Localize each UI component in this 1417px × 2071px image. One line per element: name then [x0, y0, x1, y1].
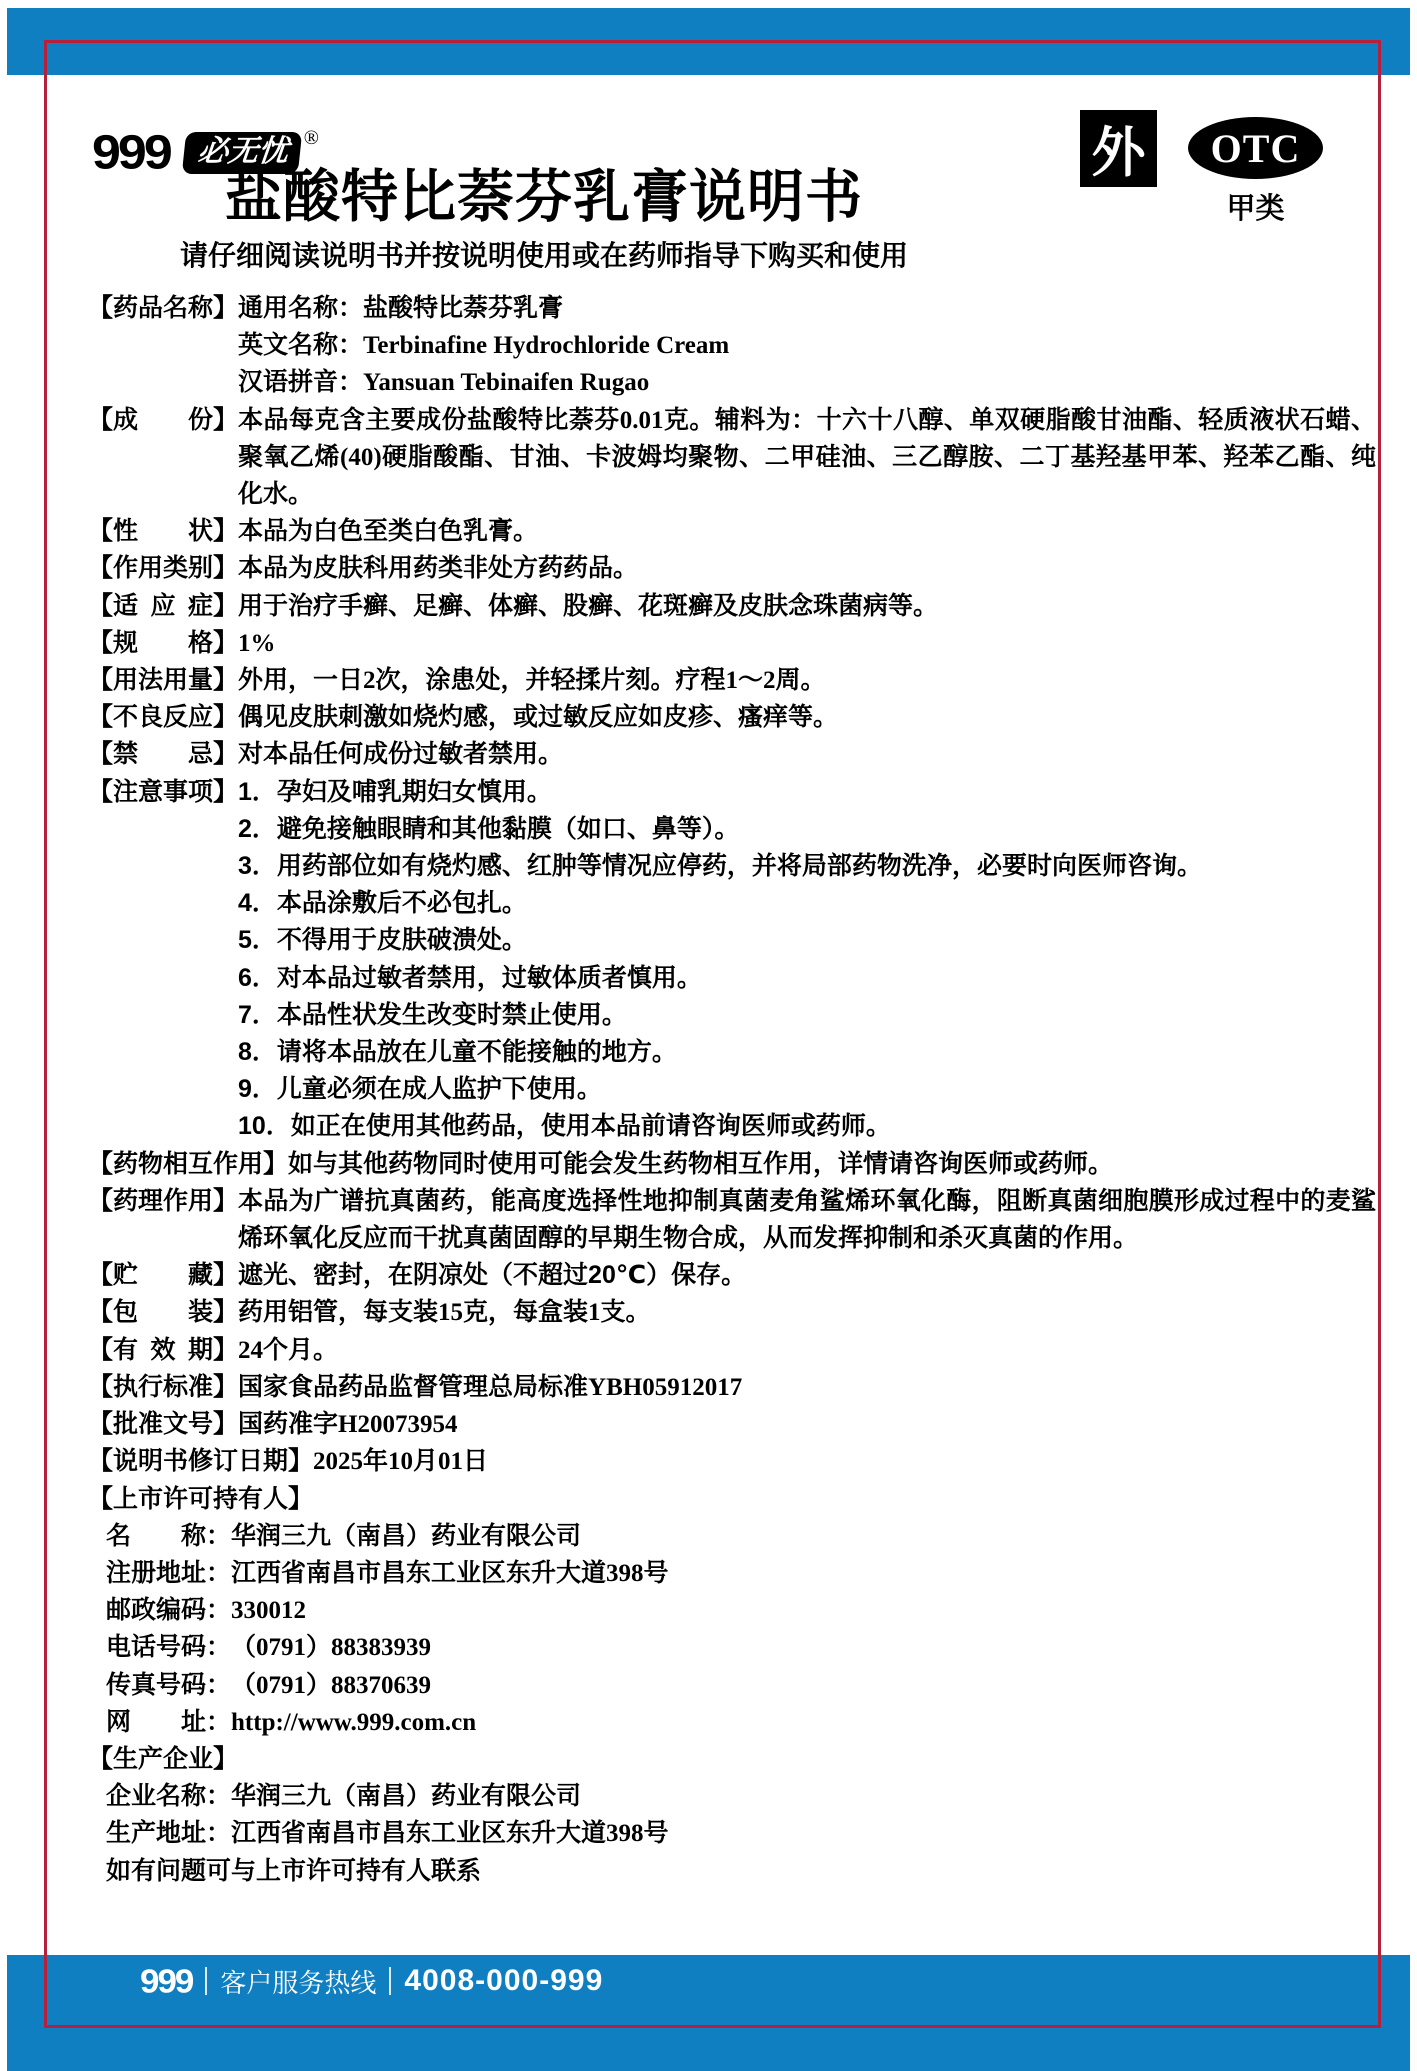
- section-label: 【适应症】: [88, 588, 238, 625]
- section-content: [238, 774, 1376, 1146]
- section-row: [88, 625, 1376, 662]
- contact-key: 传真号码：: [106, 1667, 231, 1704]
- section-label-text: 生产企业: [113, 1745, 214, 1773]
- footer-hotline-label: 客户服务热线: [220, 1967, 377, 1998]
- section-content: [238, 736, 1376, 773]
- page-title: 盐酸特比萘芬乳膏说明书: [225, 166, 863, 229]
- footer-hotline-number: 4008-000-999: [404, 1964, 604, 1997]
- content-line: 3．用药部位如有烧灼感、红肿等情况应停药，并将局部药物洗净，必要时向医师咨询。: [238, 852, 1202, 881]
- section-label-text: 禁忌: [113, 740, 214, 769]
- external-use-badge: 外: [1080, 110, 1157, 187]
- document-body: [88, 290, 1376, 1890]
- section-label-text: 药品名称: [113, 295, 214, 322]
- section-content: [238, 1257, 1376, 1294]
- section-label-text: 适应症: [113, 592, 214, 620]
- section-row: [88, 1257, 1376, 1294]
- section-label: 【药物相互作用】: [88, 1150, 289, 1178]
- section-content: [288, 1146, 1376, 1183]
- contact-key-text: 传真号码: [106, 1671, 207, 1699]
- content-line: 4．本品涂敷后不必包扎。: [238, 889, 527, 918]
- section-label: 【成份】: [88, 402, 238, 439]
- contact-row: [106, 1555, 1376, 1592]
- content-line: 外用，一日2次，涂患处，并轻揉片刻。疗程1～2周。: [238, 667, 826, 695]
- section-label-text: 包装: [113, 1299, 214, 1327]
- section-content: [238, 1406, 1376, 1443]
- footer-divider: [205, 1967, 207, 1995]
- page-subtitle: 请仔细阅读说明书并按说明使用或在药师指导下购买和使用: [179, 240, 908, 271]
- section-label: 【不良反应】: [88, 699, 238, 736]
- contact-key-text: 网址: [106, 1708, 206, 1736]
- section-label: 【性状】: [88, 513, 238, 550]
- contact-key: 名称：: [106, 1518, 231, 1555]
- section-content: [238, 1369, 1376, 1406]
- content-line: 8．请将本品放在儿童不能接触的地方。: [238, 1038, 677, 1067]
- section-content: [238, 513, 1376, 550]
- content-line: 6．对本品过敏者禁用，过敏体质者慎用。: [238, 963, 702, 992]
- section-label: 【生产企业】: [88, 1741, 238, 1778]
- contact-key: 企业名称：: [106, 1778, 231, 1815]
- section-label: 【用法用量】: [88, 662, 238, 699]
- content-line: 24个月。: [238, 1336, 339, 1364]
- section-content: [313, 1443, 1376, 1480]
- content-line: 偶见皮肤刺激如烧灼感，或过敏反应如皮疹、瘙痒等。: [238, 704, 839, 732]
- contact-key-text: 邮政编码: [106, 1597, 207, 1625]
- note-line: 如有问题可与上市许可持有人联系: [106, 1856, 482, 1885]
- section-label-text: 执行标准: [113, 1373, 214, 1401]
- contact-value: 江西省南昌市昌东工业区东升大道398号: [231, 1559, 669, 1587]
- content-line: 1．孕妇及哺乳期妇女慎用。: [238, 777, 552, 806]
- section-label: 【批准文号】: [88, 1406, 238, 1443]
- content-line: 药用铝管，每支装15克，每盒装1支。: [238, 1299, 651, 1327]
- section-label: 【上市许可持有人】: [88, 1485, 314, 1513]
- section-row: [88, 1741, 1376, 1778]
- section-row: [88, 774, 1376, 1146]
- contact-key: 注册地址：: [106, 1555, 231, 1592]
- section-row: [88, 1183, 1376, 1257]
- section-label-text: 有效期: [113, 1336, 214, 1364]
- contact-key: 电话号码：: [106, 1629, 231, 1666]
- section-label-text: 性状: [113, 518, 214, 546]
- contact-key-text: 电话号码: [106, 1634, 207, 1662]
- content-line: 5．不得用于皮肤破溃处。: [238, 926, 527, 955]
- contact-key: 邮政编码：: [106, 1592, 231, 1629]
- brand-999-logo: 999: [92, 126, 170, 180]
- section-row: [88, 1332, 1376, 1369]
- footer-999-logo: 999: [140, 1962, 193, 2000]
- content-line: 1%: [238, 629, 276, 657]
- contact-row: [106, 1815, 1376, 1852]
- section-content: [238, 662, 1376, 699]
- section-label: 【包装】: [88, 1294, 238, 1331]
- section-content: [238, 1183, 1376, 1257]
- contact-value: http://www.999.com.cn: [231, 1708, 477, 1736]
- otc-badge: OTC: [1188, 117, 1323, 179]
- contact-key-text: 注册地址: [106, 1559, 207, 1587]
- contact-value: 华润三九（南昌）药业有限公司: [231, 1522, 582, 1550]
- content-line: 10．如正在使用其他药品，使用本品前请咨询医师或药师。: [238, 1112, 891, 1141]
- otc-class-label: 甲类: [1226, 193, 1285, 225]
- section-content: [238, 1332, 1376, 1369]
- content-line: 本品为皮肤科用药类非处方药药品。: [238, 555, 639, 583]
- contact-value: 330012: [231, 1597, 307, 1625]
- content-line: 7．本品性状发生改变时禁止使用。: [238, 1000, 627, 1029]
- contact-key-text: 生产地址: [106, 1820, 207, 1848]
- content-line: 国家食品药品监督管理总局标准YBH05912017: [238, 1373, 743, 1401]
- registered-trademark-icon: ®: [303, 127, 319, 149]
- section-row: [88, 588, 1376, 625]
- section-content: [238, 588, 1376, 625]
- section-content: [238, 290, 1376, 402]
- section-label: 【说明书修订日期】: [88, 1448, 314, 1476]
- contact-value: （0791）88370639: [231, 1671, 432, 1699]
- section-content: [238, 402, 1376, 514]
- section-content: [238, 1294, 1376, 1331]
- section-content: [238, 625, 1376, 662]
- brand-biwuyou-badge: 必无忧: [182, 132, 302, 174]
- section-row: [88, 1369, 1376, 1406]
- top-blue-band: [7, 8, 1410, 75]
- section-label: 【作用类别】: [88, 550, 238, 587]
- section-row: [88, 1294, 1376, 1331]
- contact-value: 华润三九（南昌）药业有限公司: [231, 1783, 582, 1811]
- contact-key-text: 名称: [106, 1522, 206, 1550]
- content-line: 国药准字H20073954: [238, 1411, 458, 1439]
- content-line: 9．儿童必须在成人监护下使用。: [238, 1075, 602, 1104]
- section-row: [88, 1146, 1376, 1183]
- section-label-text: 用法用量: [113, 667, 214, 695]
- contact-row: [106, 1592, 1376, 1629]
- content-line: 通用名称：盐酸特比萘芬乳膏: [238, 295, 564, 322]
- section-label: 【有效期】: [88, 1332, 238, 1369]
- section-label-text: 贮藏: [113, 1262, 214, 1290]
- section-label-text: 作用类别: [113, 555, 214, 583]
- section-row: [88, 662, 1376, 699]
- contact-value: （0791）88383939: [231, 1634, 432, 1662]
- section-label: 【规格】: [88, 625, 238, 662]
- section-row: [88, 402, 1376, 514]
- section-content: [238, 699, 1376, 736]
- content-line: 2．避免接触眼睛和其他黏膜（如口、鼻等）。: [238, 814, 740, 843]
- content-line: 本品为白色至类白色乳膏。: [238, 518, 539, 546]
- section-row: [88, 513, 1376, 550]
- content-line: 汉语拼音：Yansuan Tebinaifen Rugao: [238, 369, 650, 397]
- content-line: 2025年10月01日: [313, 1448, 489, 1476]
- contact-key: 网址：: [106, 1704, 231, 1741]
- section-label-text: 不良反应: [113, 704, 214, 732]
- contact-row: [106, 1704, 1376, 1741]
- section-label-text: 批准文号: [113, 1411, 214, 1439]
- section-row: [88, 1406, 1376, 1443]
- content-line: 如与其他药物同时使用可能会发生药物相互作用，详情请咨询医师或药师。: [288, 1150, 1114, 1178]
- footer-hotline-bar: [140, 1963, 603, 1999]
- section-row: [88, 290, 1376, 402]
- footer-divider: [389, 1967, 391, 1995]
- contact-row: [106, 1667, 1376, 1704]
- contact-key: 生产地址：: [106, 1815, 231, 1852]
- content-line: 对本品任何成份过敏者禁用。: [238, 740, 564, 769]
- contact-row: [106, 1629, 1376, 1666]
- section-label-text: 药理作用: [113, 1187, 214, 1215]
- contact-value: 江西省南昌市昌东工业区东升大道398号: [231, 1820, 669, 1848]
- section-label: 【药品名称】: [88, 290, 238, 327]
- section-label-text: 规格: [113, 629, 214, 657]
- section-label: 【药理作用】: [88, 1183, 238, 1220]
- header: [44, 160, 1044, 274]
- content-line: 用于治疗手癣、足癣、体癣、股癣、花斑癣及皮肤念珠菌病等。: [238, 592, 939, 620]
- section-label: 【执行标准】: [88, 1369, 238, 1406]
- section-row: [88, 736, 1376, 773]
- section-label: 【禁忌】: [88, 736, 238, 773]
- section-row: [88, 1481, 1376, 1518]
- emphasized-text: （不超过20℃）: [488, 1261, 672, 1290]
- contact-row: [106, 1778, 1376, 1815]
- section-row: [88, 550, 1376, 587]
- contact-key-text: 企业名称: [106, 1783, 207, 1811]
- section-label: 【贮藏】: [88, 1257, 238, 1294]
- contact-row: [106, 1518, 1376, 1555]
- content-line: 本品为广谱抗真菌药，能高度选择性地抑制真菌麦角鲨烯环氧化酶，阻断真菌细胞膜形成过程中的麦鲨烯环氧化反应而干扰真菌固醇的早期生物合成，从而发挥抑制和杀灭真菌的作用。: [238, 1187, 1376, 1253]
- section-row: [88, 699, 1376, 736]
- section-row: [88, 1443, 1376, 1480]
- section-label: 【注意事项】: [88, 774, 238, 811]
- section-label-text: 注意事项: [113, 777, 214, 806]
- content-line: 本品每克含主要成份盐酸特比萘芬0.01克。辅料为：十六十八醇、单双硬脂酸甘油酯、轻质液状石蜡、聚氧乙烯(40)硬脂酸酯、甘油、卡波姆均聚物、二甲硅油、三乙醇胺、二丁基羟基甲苯、羟苯乙酯、纯化水。: [238, 406, 1376, 509]
- section-content: [238, 550, 1376, 587]
- content-line: 英文名称：Terbinafine Hydrochloride Cream: [238, 332, 730, 360]
- section-label-text: 成份: [113, 406, 214, 434]
- content-line: 遮光、密封，在阴凉处（不超过20℃）保存。: [238, 1261, 747, 1290]
